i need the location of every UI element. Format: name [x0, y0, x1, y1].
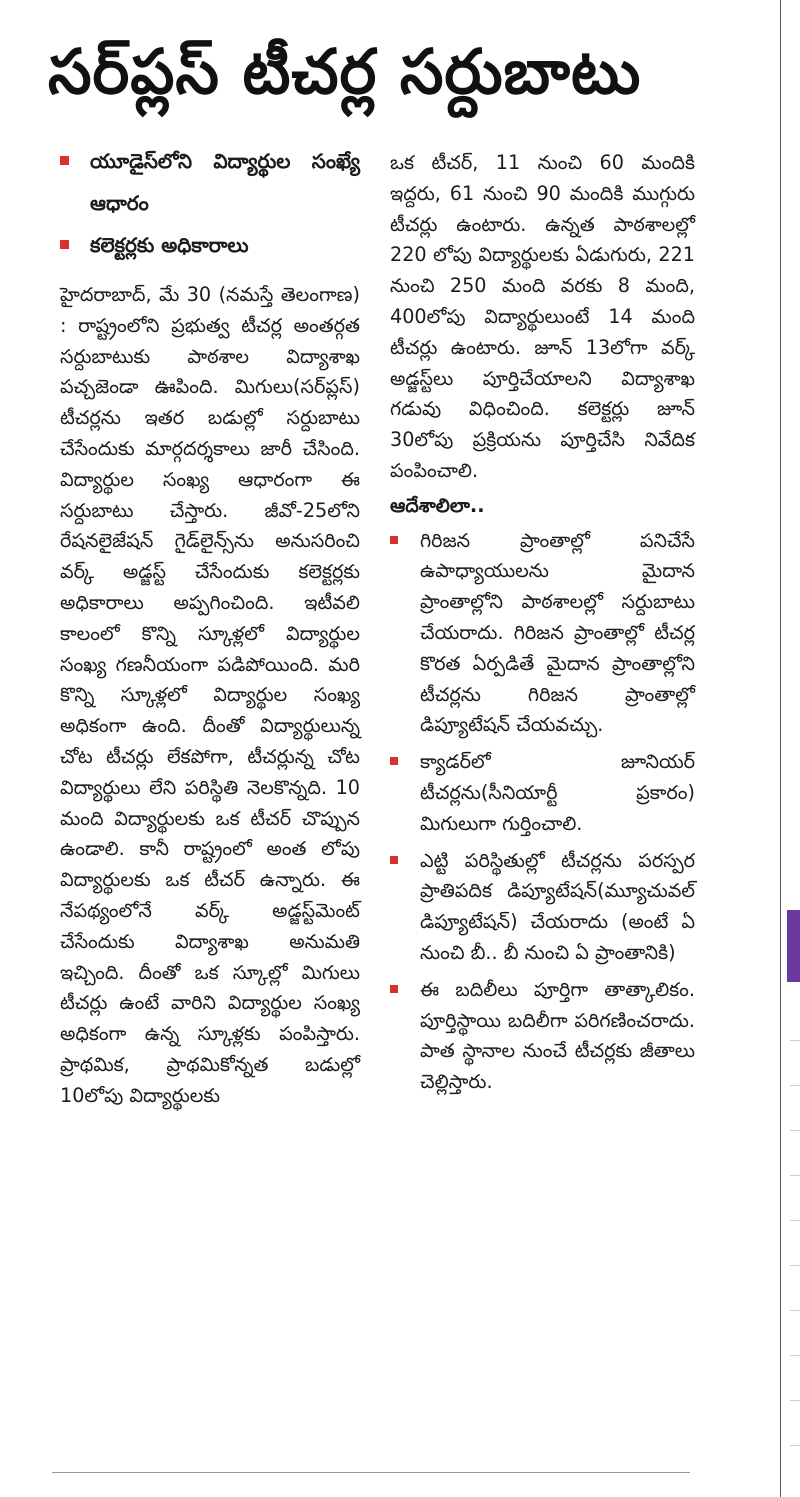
order-item — [390, 747, 695, 839]
adjacent-row-divider — [790, 1445, 800, 1446]
order-text: గిరిజన ప్రాంతాల్లో పనిచేసే ఉపాధ్యాయులను మైదాన ప్రాంతాల్లోని పాఠశాలల్లో సర్దుబాటు చేయరాదు. గిరిజన ప్రాంతాల్లో టీచర్ల కొరత ఏర్పడితే మైదాన ప్రాంతాల్లోని టీచర్లను గిరిజన ప్రాంతాల్లో డిప్యూటేషన్‌ చేయవచ్చు. — [420, 528, 695, 737]
adjacent-row-divider — [790, 1085, 800, 1086]
square-bullet-icon — [390, 757, 398, 765]
order-item — [390, 846, 695, 969]
adjacent-row-divider — [790, 1265, 800, 1266]
adjacent-row-divider — [790, 1040, 800, 1041]
square-bullet-icon — [60, 240, 69, 249]
article-body-right: ఒక టీచర్‌, 11 నుంచి 60 మందికి ఇద్దరు, 61 నుంచి 90 మందికి ముగ్గురు టీచర్లు ఉంటారు. ఉన్నత పాఠశాలల్లో 220 లోపు విద్యార్థులకు ఏడుగురు, 221 నుంచి 250 మంది వరకు 8 మంది, 400లోపు విద్యార్థులుంటే 14 మంది టీచర్లు ఉంటారు. జూన్‌ 13లోగా వర్క్‌ అడ్జస్ట్‌లు పూర్తిచేయాలని విద్యాశాఖ గడువు విధించింది. కలెక్టర్లు జూన్‌ 30లోపు ప్రక్రియను పూర్తిచేసి నివేదిక పంపించాలి. — [390, 151, 695, 482]
adjacent-row-divider — [790, 1220, 800, 1221]
subhead-item — [60, 140, 360, 224]
orders-list — [390, 526, 695, 1098]
left-column — [60, 140, 360, 1112]
right-column — [390, 148, 695, 1104]
adjacent-row-divider — [790, 1175, 800, 1176]
subhead-item — [60, 224, 360, 266]
subhead-text: యూడైస్‌లోని విద్యార్థుల సంఖ్యే ఆధారం — [90, 149, 360, 215]
square-bullet-icon — [60, 156, 69, 165]
adjacent-row-divider — [790, 1400, 800, 1401]
subheads-list — [60, 140, 360, 266]
square-bullet-icon — [390, 536, 398, 544]
article-body-left: హైదరాబాద్‌, మే 30 (నమస్తే తెలంగాణ) : రాష్ట్రంలోని ప్రభుత్వ టీచర్ల అంతర్గత సర్దుబాటుకు పాఠశాల విద్యాశాఖ పచ్చజెండా ఊపింది. మిగులు(సర్‌ప్లస్‌) టీచర్లను ఇతర బడుల్లో సర్దుబాటు చేసేందుకు మార్గదర్శకాలు జారీ చేసింది. విద్యార్థుల సంఖ్య ఆధారంగా ఈ సర్దుబాటు చేస్తారు. జీవో-25లోని రేషనలైజేషన్‌ గైడ్‌లైన్స్‌ను అనుసరించి వర్క్‌ అడ్జస్ట్‌ చేసేందుకు కలెక్టర్లకు అధికారాలు అప్పగించింది. ఇటీవలి కాలంలో కొన్ని స్కూళ్లలో విద్యార్థుల సంఖ్య గణనీయంగా పడిపోయింది. మరి కొన్ని స్కూళ్లలో విద్యార్థుల సంఖ్య అధికంగా ఉంది. దీంతో విద్యార్థులున్న చోట టీచర్లు లేకపోగా, టీచర్లున్న చోట విద్యార్థులు లేని పరిస్థితి నెలకొన్నది. 10 మంది విద్యార్థులకు ఒక టీచర్‌ చొప్పున ఉండాలి. కానీ రాష్ట్రంలో అంత లోపు విద్యార్థులకు ఒక టీచర్‌ ఉన్నారు. ఈ నేపథ్యంలోనే వర్క్‌ అడ్జస్ట్‌మెంట్‌ చేసేందుకు విద్యాశాఖ అనుమతి ఇచ్చింది. దీంతో ఒక స్కూల్లో మిగులు టీచర్లు ఉంటే వారిని విద్యార్థుల సంఖ్య అధికంగా ఉన్న స్కూళ్లకు పంపిస్తారు. ప్రాథమిక, ప్రాథమికోన్నత బడుల్లో 10లోపు విద్యార్థులకు — [60, 283, 360, 1107]
order-text: క్యాడర్‌లో జూనియర్‌ టీచర్లను(సీనియార్టీ ప్రకారం) మిగులుగా గుర్తించాలి. — [420, 750, 695, 835]
square-bullet-icon — [390, 856, 398, 864]
adjacent-row-divider — [790, 1130, 800, 1131]
square-bullet-icon — [390, 985, 398, 993]
order-text: ఎట్టి పరిస్థితుల్లో టీచర్లను పరస్పర ప్రాతిపదిక డిప్యూటేషన్‌(మ్యూచువల్‌ డిప్యూటేషన్‌) చేయరాదు (అంటే ఏ నుంచి బీ.. బీ నుంచి ఏ ప్రాంతానికి) — [420, 848, 695, 964]
subhead-text: కలెక్టర్లకు అధికారాలు — [90, 233, 249, 257]
headline: సర్‌ప్లస్‌ టీచర్ల సర్దుబాటు — [48, 35, 642, 108]
order-item — [390, 526, 695, 742]
orders-heading: ఆదేశాలిలా.. — [390, 493, 485, 517]
bottom-divider — [52, 1472, 690, 1473]
order-item — [390, 975, 695, 1098]
adjacent-row-divider — [790, 1355, 800, 1356]
adjacent-column-edge — [780, 0, 800, 1497]
adjacent-row-divider — [790, 1310, 800, 1311]
order-text: ఈ బదిలీలు పూర్తిగా తాత్కాలికం. పూర్తిస్థాయి బదిలీగా పరిగణించరాదు. పాత స్థానాల నుంచే టీచర్లకు జీతాలు చెల్లిస్తారు. — [420, 977, 695, 1094]
adjacent-purple-band — [787, 910, 800, 982]
